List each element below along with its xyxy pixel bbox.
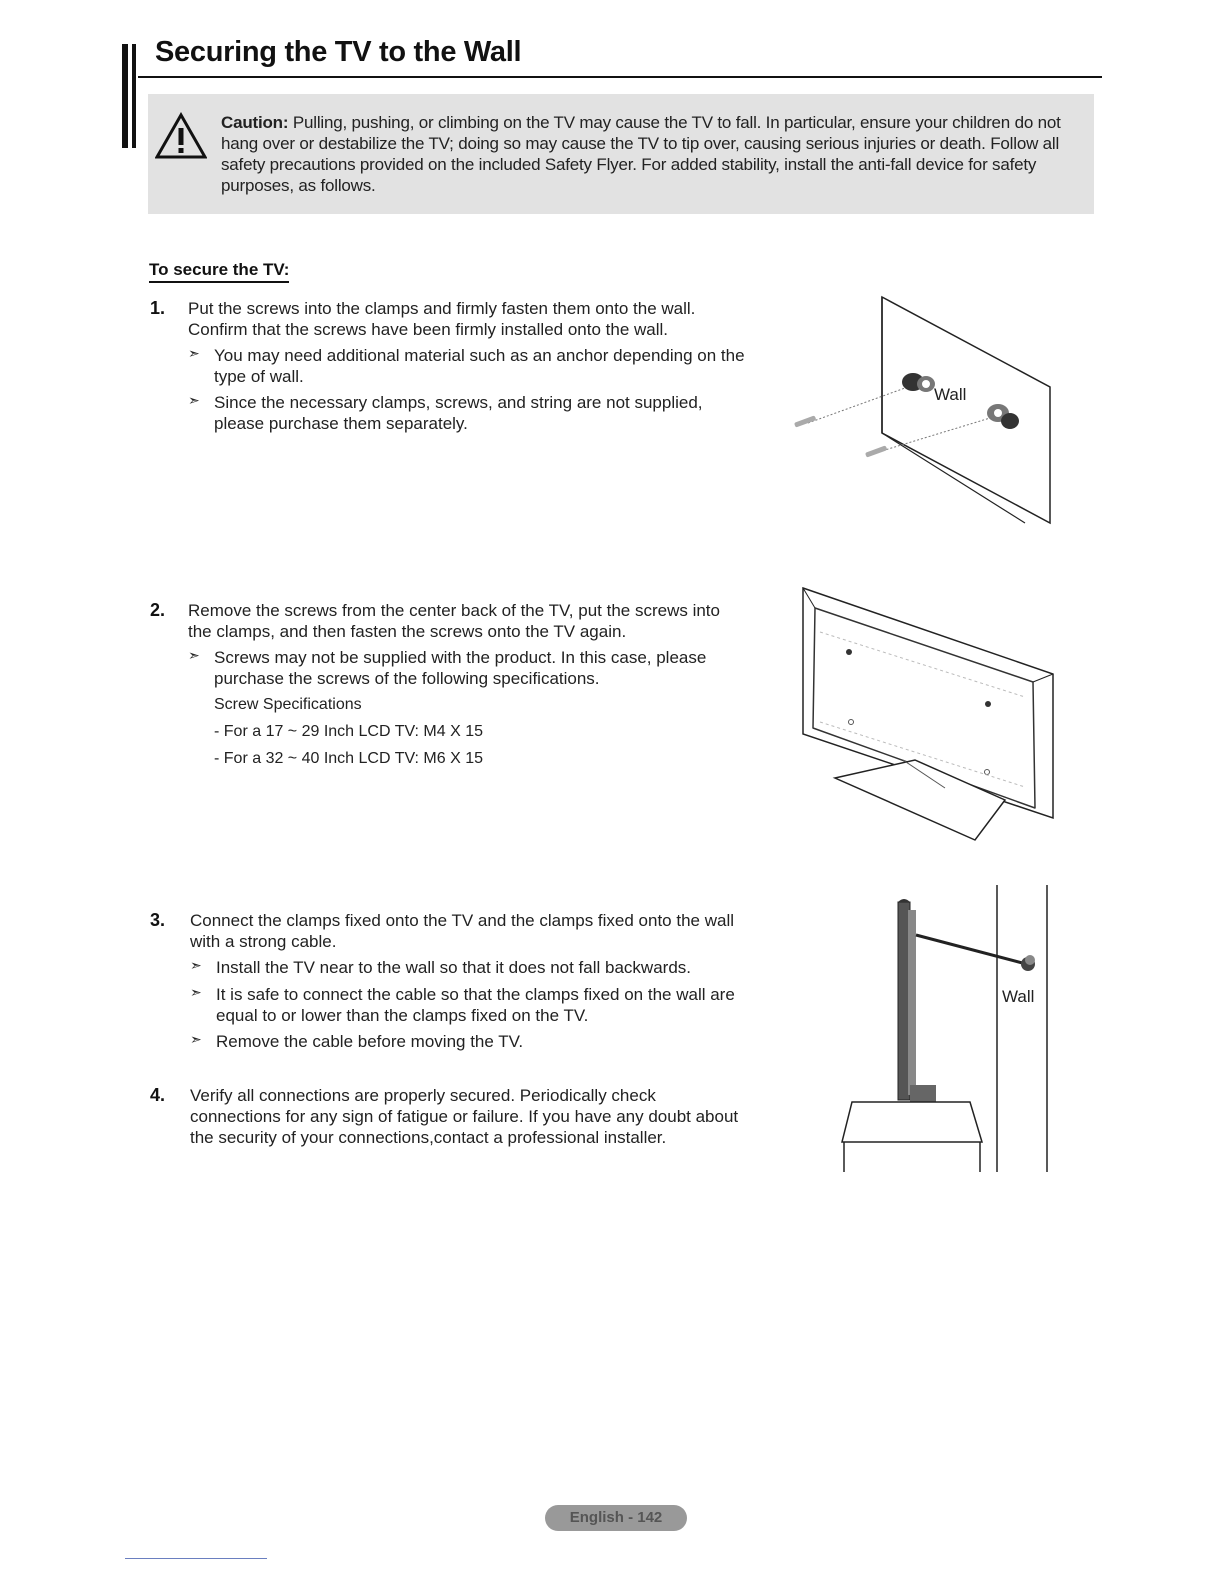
step-1-text: Put the screws into the clamps and firmly fasten them onto the wall. Confirm that the screws have been firmly installed onto the wall. [188, 299, 696, 339]
warning-icon [155, 112, 207, 160]
step-2-number: 2. [150, 600, 166, 620]
figure-3-wall-label: Wall [1002, 987, 1035, 1006]
step-2-text: Remove the screws from the center back of the TV, put the screws into the clamps, and then fasten the screws onto the TV again. [188, 601, 720, 641]
note-arrow-icon: ➣ [188, 392, 200, 408]
step-3-note-1 [190, 957, 776, 978]
step-2-note-1-text: Screws may not be supplied with the product. In this case, please purchase the screws of the following specifications. [214, 648, 707, 688]
step-1-note-2-text: Since the necessary clamps, screws, and string are not supplied, please purchase them separately. [214, 393, 703, 433]
screw-spec-title: Screw Specifications [214, 696, 362, 713]
step-3-note-2 [190, 984, 776, 1026]
step-1-number: 1. [150, 298, 166, 318]
caution-label: Caution: [221, 113, 289, 132]
page-title: Securing the TV to the Wall [155, 36, 522, 68]
step-4-number: 4. [150, 1085, 166, 1105]
footer-divider [125, 1558, 267, 1559]
note-arrow-icon: ➣ [190, 1031, 202, 1047]
caution-body: Pulling, pushing, or climbing on the TV may cause the TV to fall. In particular, ensure your children do not hang over or destabilize the TV; doing so may cause the TV to tip over, causing serious injuries or death. Follow all safety precautions provided on the included Safety Flyer. For added stability, install the anti-fall device for safety purposes, as follows. [221, 113, 1061, 195]
section-heading: To secure the TV: [149, 260, 289, 283]
screw-spec-item-1: - For a 17 ~ 29 Inch LCD TV: M4 X 15 [214, 723, 484, 740]
caution-text [221, 112, 1081, 196]
screw-hole-icon [985, 701, 991, 707]
note-arrow-icon: ➣ [190, 957, 202, 973]
note-arrow-icon: ➣ [190, 984, 202, 1000]
screw-icon [865, 445, 887, 457]
tv-side-tether-illustration [830, 880, 1060, 1180]
step-1-note-1-text: You may need additional material such as an anchor depending on the type of wall. [214, 346, 745, 386]
step-3-note-3 [190, 1031, 776, 1052]
wall-clamp-icon [1021, 955, 1035, 971]
step-3-note-2-text: It is safe to connect the cable so that the clamps fixed on the wall are equal to or lower than the clamps fixed on the TV. [216, 985, 735, 1025]
header-accent-bar [122, 44, 128, 148]
screw-hole-icon [846, 649, 852, 655]
page-number-badge: English - 142 [545, 1505, 687, 1531]
note-arrow-icon: ➣ [188, 345, 200, 361]
note-arrow-icon: ➣ [188, 647, 200, 663]
step-3-note-3-text: Remove the cable before moving the TV. [216, 1032, 524, 1051]
step-3-number: 3. [150, 910, 166, 930]
header-accent-bar-thin [132, 44, 136, 148]
figure-1-wall-label: Wall [934, 385, 967, 404]
step-1-note-1 [188, 345, 754, 387]
step-3-text: Connect the clamps fixed onto the TV and the clamps fixed onto the wall with a strong cable. [190, 911, 734, 951]
title-divider [138, 76, 1102, 78]
wall-clamp-illustration [780, 285, 1080, 545]
step-2-note-1 [188, 647, 744, 689]
screw-spec-item-2: - For a 32 ~ 40 Inch LCD TV: M6 X 15 [214, 750, 484, 767]
step-3-note-1-text: Install the TV near to the wall so that it does not fall backwards. [216, 958, 691, 977]
step-1-note-2 [188, 392, 754, 434]
tv-back-illustration [795, 582, 1065, 847]
step-4-text: Verify all connections are properly secured. Periodically check connections for any sign of fatigue or failure. If you have any doubt about the security of your connections,contact a professional installer. [190, 1086, 739, 1147]
